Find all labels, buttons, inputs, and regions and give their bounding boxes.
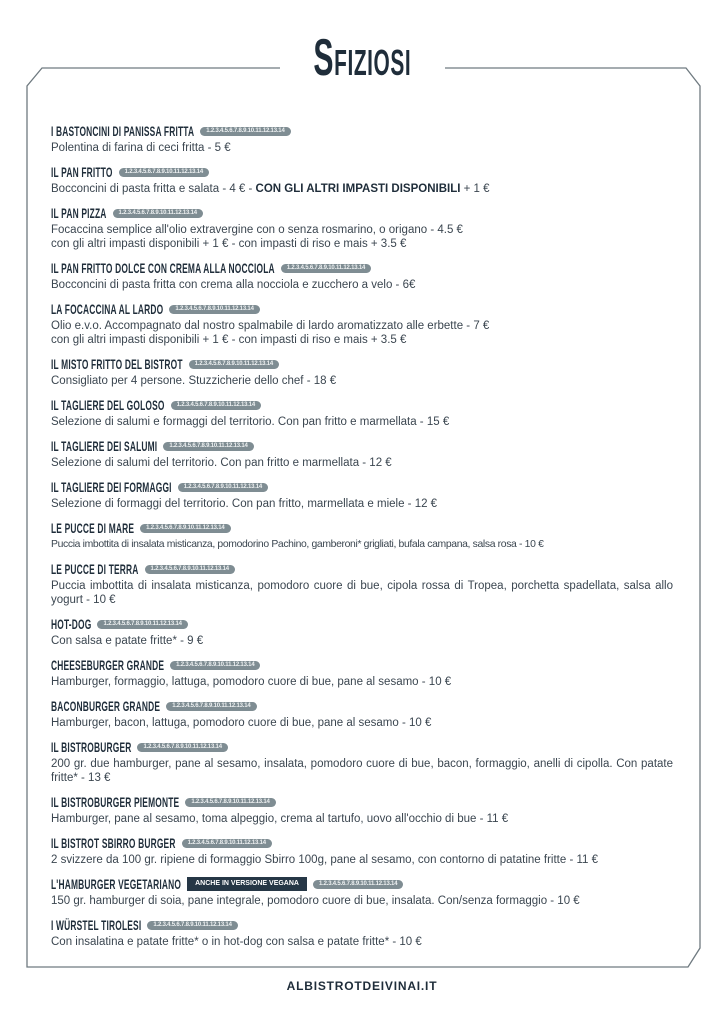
- menu-item: [51, 696, 673, 730]
- menu-item-description: [51, 853, 673, 867]
- menu-item-header: [51, 258, 673, 278]
- menu-item: [51, 655, 673, 689]
- menu-item-header: [51, 518, 673, 538]
- menu-item-description: [51, 634, 673, 648]
- description-line: Consigliato per 4 persone. Stuzzicherie dello chef - 18 €: [51, 375, 337, 387]
- allergens-badge: 1.2.3.4.5.6.7.8.9.10.11.12.13.14: [185, 798, 275, 807]
- menu-item-description: [51, 319, 673, 347]
- description-line: con gli altri impasti disponibili + 1 € - con impasti di riso e mais + 3.5 €: [51, 334, 407, 346]
- description-line: Polentina di farina di ceci fritta - 5 €: [51, 142, 231, 154]
- menu-item-description: [51, 374, 673, 388]
- menu-item-header: [51, 792, 673, 812]
- section-title: Sfiziosi: [313, 29, 411, 87]
- vegan-badge: ANCHE IN VERSIONE VEGANA: [187, 877, 307, 891]
- menu-item-title: I BASTONCINI DI PANISSA FRITTA: [51, 123, 195, 139]
- menu-item-header: [51, 162, 673, 182]
- description-line: Hamburger, pane al sesamo, toma alpeggio, crema al tartufo, uovo all'occhio di bue - 11 €: [51, 813, 509, 825]
- menu-item-title: IL PAN FRITTO: [51, 164, 113, 180]
- menu-item-title: I WÜRSTEL TIROLESI: [51, 917, 142, 933]
- menu-item-header: [51, 395, 673, 415]
- menu-item-header: [51, 696, 673, 716]
- menu-item: [51, 299, 673, 347]
- allergens-badge: 1.2.3.4.5.6.7.8.9.10.11.12.13.14: [169, 305, 259, 314]
- menu-item-title: LA FOCACCINA AL LARDO: [51, 301, 164, 317]
- menu-item-title: IL TAGLIERE DEI FORMAGGI: [51, 479, 172, 495]
- menu-item-title: IL BISTROBURGER PIEMONTE: [51, 794, 180, 810]
- description-line: Hamburger, formaggio, lattuga, pomodoro cuore di bue, pane al sesamo - 10 €: [51, 676, 452, 688]
- menu-item-header: [51, 915, 673, 935]
- menu-item-header: [51, 874, 673, 894]
- menu-item-description: [51, 182, 673, 196]
- description-line: Puccia imbottita di insalata misticanza, pomodorino Pachino, gamberoni* grigliati, bufala campana, salsa rosa - 10 €: [51, 539, 544, 550]
- menu-item: [51, 258, 673, 292]
- menu-item-description: [51, 894, 673, 908]
- menu-item-header: [51, 559, 673, 579]
- description-line: Bocconcini di pasta fritta e salata - 4 € -: [51, 183, 256, 195]
- description-line: 200 gr. due hamburger, pane al sesamo, insalata, pomodoro cuore di bue, bacon, formaggio, anelli di cipolla. Con patate fritte* - 13 €: [51, 758, 673, 784]
- menu-item: [51, 915, 673, 949]
- description-line: Olio e.v.o. Accompagnato dal nostro spalmabile di lardo aromatizzato alle erbette - 7 €: [51, 320, 490, 332]
- menu-item-title: LE PUCCE DI TERRA: [51, 561, 139, 577]
- menu-item-description: [51, 223, 673, 251]
- menu-item-title: BACONBURGER GRANDE: [51, 698, 161, 714]
- menu-item-header: [51, 203, 673, 223]
- menu-item-header: [51, 121, 673, 141]
- menu-item: [51, 559, 673, 607]
- description-line: Hamburger, bacon, lattuga, pomodoro cuore di bue, pane al sesamo - 10 €: [51, 717, 432, 729]
- allergens-badge: 1.2.3.4.5.6.7.8.9.10.11.12.13.14: [182, 839, 272, 848]
- allergens-badge: 1.2.3.4.5.6.7.8.9.10.11.12.13.14: [171, 401, 261, 410]
- menu-item-description: [51, 415, 673, 429]
- menu-item-description: [51, 757, 673, 785]
- menu-item: [51, 614, 673, 648]
- menu-item: [51, 833, 673, 867]
- description-line: Con insalatina e patate fritte* o in hot-dog con salsa e patate fritte* - 10 €: [51, 936, 422, 948]
- allergens-badge: 1.2.3.4.5.6.7.8.9.10.11.12.13.14: [137, 743, 227, 752]
- menu-item-description: [51, 538, 673, 552]
- menu-item: [51, 436, 673, 470]
- description-suffix: + 1 €: [460, 183, 490, 195]
- description-line: 150 gr. hamburger di soia, pane integrale, pomodoro cuore di bue, insalata. Con/senza formaggio - 10 €: [51, 895, 580, 907]
- menu-item: [51, 518, 673, 552]
- menu-item-description: [51, 675, 673, 689]
- menu-item: [51, 477, 673, 511]
- menu-item-title: IL BISTROT SBIRRO BURGER: [51, 835, 176, 851]
- description-line: con gli altri impasti disponibili + 1 € - con impasti di riso e mais + 3.5 €: [51, 238, 407, 250]
- menu-item-description: [51, 935, 673, 949]
- allergens-badge: 1.2.3.4.5.6.7.8.9.10.11.12.13.14: [119, 168, 209, 177]
- menu-item-title: CHEESEBURGER GRANDE: [51, 657, 165, 673]
- description-line: 2 svizzere da 100 gr. ripiene di formaggio Sbirro 100g, pane al sesamo, con contorno di patatine fritte - 11 €: [51, 854, 598, 866]
- menu-item-title: IL PAN PIZZA: [51, 205, 107, 221]
- allergens-badge: 1.2.3.4.5.6.7.8.9.10.11.12.13.14: [200, 127, 290, 136]
- menu-item: [51, 162, 673, 196]
- menu-item: [51, 792, 673, 826]
- menu-item-header: [51, 354, 673, 374]
- menu-item-title: IL MISTO FRITTO DEL BISTROT: [51, 356, 183, 372]
- menu-item-title: IL BISTROBURGER: [51, 739, 132, 755]
- menu-item: [51, 203, 673, 251]
- menu-item: [51, 395, 673, 429]
- menu-item-title: LE PUCCE DI MARE: [51, 520, 135, 536]
- description-line: Selezione di salumi e formaggi del territorio. Con pan fritto e marmellata - 15 €: [51, 416, 450, 428]
- allergens-badge: 1.2.3.4.5.6.7.8.9.10.11.12.13.14: [178, 483, 268, 492]
- menu-item-title: L'HAMBURGER VEGETARIANO: [51, 876, 182, 892]
- description-line: Bocconcini di pasta fritta con crema alla nocciola e zucchero a velo - 6€: [51, 279, 416, 291]
- allergens-badge: 1.2.3.4.5.6.7.8.9.10.11.12.13.14: [140, 524, 230, 533]
- menu-item: [51, 737, 673, 785]
- menu-item: [51, 874, 673, 908]
- allergens-badge: 1.2.3.4.5.6.7.8.9.10.11.12.13.14: [147, 921, 237, 930]
- menu-item-description: [51, 716, 673, 730]
- description-line: Selezione di salumi del territorio. Con pan fritto e marmellata - 12 €: [51, 457, 392, 469]
- menu-item-title: HOT-DOG: [51, 616, 92, 632]
- menu-item-header: [51, 833, 673, 853]
- description-highlight: CON GLI ALTRI IMPASTI DISPONIBILI: [255, 183, 461, 195]
- description-line: Selezione di formaggi del territorio. Con pan fritto, marmellata e miele - 12 €: [51, 498, 438, 510]
- allergens-badge: 1.2.3.4.5.6.7.8.9.10.11.12.13.14: [313, 880, 403, 889]
- allergens-badge: 1.2.3.4.5.6.7.8.9.10.11.12.13.14: [113, 209, 203, 218]
- allergens-badge: 1.2.3.4.5.6.7.8.9.10.11.12.13.14: [189, 360, 279, 369]
- allergens-badge: 1.2.3.4.5.6.7.8.9.10.11.12.13.14: [163, 442, 253, 451]
- allergens-badge: 1.2.3.4.5.6.7.8.9.10.11.12.13.14: [166, 702, 256, 711]
- menu-item-title: IL TAGLIERE DEL GOLOSO: [51, 397, 165, 413]
- description-line: Puccia imbottita di insalata misticanza, pomodoro cuore di bue, cipola rossa di Tropea, porchetta spadellata, salsa allo yogurt - 10 €: [51, 580, 673, 606]
- menu-item: [51, 121, 673, 155]
- menu-item-title: IL TAGLIERE DEI SALUMI: [51, 438, 158, 454]
- menu-item-header: [51, 655, 673, 675]
- menu-item-header: [51, 436, 673, 456]
- menu-item-header: [51, 299, 673, 319]
- menu-item-description: [51, 497, 673, 511]
- menu-item-title: IL PAN FRITTO DOLCE CON CREMA ALLA NOCCIOLA: [51, 260, 275, 276]
- description-line: Con salsa e patate fritte* - 9 €: [51, 635, 204, 647]
- menu-item-description: [51, 579, 673, 607]
- menu-item-header: [51, 614, 673, 634]
- menu-item-header: [51, 477, 673, 497]
- menu-item-header: [51, 737, 673, 757]
- allergens-badge: 1.2.3.4.5.6.7.8.9.10.11.12.13.14: [281, 264, 371, 273]
- menu-item: [51, 354, 673, 388]
- allergens-badge: 1.2.3.4.5.6.7.8.9.10.11.12.13.14: [97, 620, 187, 629]
- allergens-badge: 1.2.3.4.5.6.7.8.9.10.11.12.13.14: [145, 565, 235, 574]
- menu-item-description: [51, 812, 673, 826]
- allergens-badge: 1.2.3.4.5.6.7.8.9.10.11.12.13.14: [170, 661, 260, 670]
- menu-item-description: [51, 141, 673, 155]
- description-line: Focaccina semplice all'olio extravergine con o senza rosmarino, o origano - 4.5 €: [51, 224, 463, 236]
- menu-list: [51, 121, 673, 956]
- website-footer: ALBISTROTDEIVINAI.IT: [286, 979, 438, 993]
- menu-item-description: [51, 456, 673, 470]
- menu-item-description: [51, 278, 673, 292]
